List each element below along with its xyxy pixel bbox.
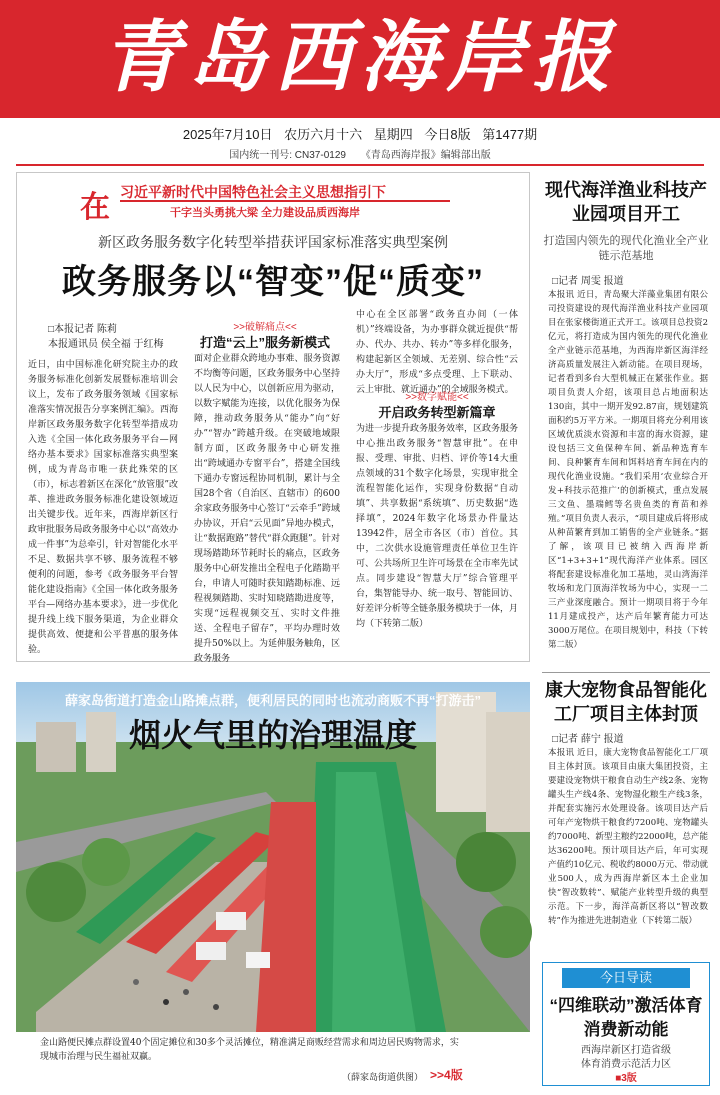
- masthead: [0, 0, 720, 118]
- banner-line2: 干字当头勇挑大梁 全力建设品质西海岸: [170, 207, 361, 219]
- subhead-2-kicker: >>数字赋能<<: [405, 392, 469, 403]
- preview-page-jump[interactable]: ■3版: [615, 1073, 637, 1084]
- subhead-2-title: 开启政务转型新篇章: [378, 405, 496, 420]
- right-story-1-body: 本报讯 近日，青岛聚大洋藻业集团有限公司投资建设的现代海洋渔业科技产业园项目在张家楼街道正式开工。该项目总投资2亿元，将打造成为国内领先的现代化渔业全产业链示范基地，为西海岸新区海洋经济高质量发展注入新动能。在项目现场，记者看到多台大型机械正在紧张作业。据项目负责人介绍，该项目总占地面积达130亩，其中一期开发92.87亩，规划建筑面积约5万平方米。一期项目将充分利用该区域优质淡水资源和丰富的海水资源，建设包括三文鱼保种车间、新品种选育车间、良种繁育车间和饵料培育车间在内的现代化渔业设施。“我们采用‘农业综合开发+科技示范推广’的创新模式，重点发展三文鱼、墨瑞鳕等名贵鱼类的育苗和养殖。”项目负责人表示，“项目建成后将形成从种苗繁育到加工销售的全产业链条。”据了解，该项目已被纳入西海岸新区“1+3+3+1”现代海洋产业体系。园区将配套建设标准化加工基地，灵山湾海洋牧场和龙门顶海洋牧场为中心，实现一二三产业深度融合。预计一期项目将于今年11月建成投产，达产后年繁育能力可达3000万尾位。在项目规划中，科技（下转第二版）: [548, 290, 708, 650]
- right-divider: [542, 672, 710, 673]
- lead-column-3b: 为进一步提升政务服务效率，区政务服务中心推出政务服务“智慧审批”。在申报、受理、审批、归档、评价等14大重点领域的31个数字化场景，实现审批全流程智能化运作，实现身份数据“自动填”、共享数据“系统填”、历史数据“选择填”，2024年数字化场景办件量达13942件，居全市各区（市）首位。其中，二次供水设施管理责任单位卫生许可、公共场所卫生许可场景在全市率先试点。同步建设“智慧大厅”综合管理平台，集智能导办、统一取号、智能回访、好差评分析等全链条服务模块于一体，月均（下转第二版）: [356, 424, 519, 629]
- photo-page-jump[interactable]: >>4版: [430, 1068, 463, 1082]
- dateline: [0, 124, 720, 143]
- lead-headline[interactable]: 政务服务以“智变”促“质变”: [62, 263, 484, 301]
- infoline: [0, 146, 720, 161]
- subhead-1-title: 打造“云上”服务新模式: [199, 335, 330, 350]
- preview-subtitle: [542, 1044, 710, 1086]
- banner-seal: 在: [80, 190, 110, 225]
- lead-column-1: 近日，由中国标准化研究院主办的政务服务标准化创新发展暨标准培训会议上，发布了政务服务领域《国家标准落实情况报告分享案例汇编》。西海岸新区政务服务数字化转型举措成功入选《全国一体化政务服务平台—网络办基本要求》国家标准落实典型案例，成为青岛市唯一获此殊荣的区（市），标志着新区在深化“放管服”改革、推进政务服务标准化建设领域迈出关键步伐。近年来，西海岸新区行政审批服务局政务服务中心以“高效办成一件事”为总牵引，针对智能化水平不足、数据共享不够、服务流程不够便利的问题，参考《政务服务平台智能化建设指南》《全国一体化政务服务平台—网络办基本要求》，进一步优化提升线上线下服务渠道，为企业群众提供高效、便捷和公平普惠的服务体验。: [28, 360, 178, 655]
- masthead-title: 青岛西海岸报: [101, 12, 618, 103]
- right-story-1-byline: □记者 周雯 报道: [552, 276, 624, 287]
- photo-caption: 金山路便民摊点群设置40个固定摊位和30多个灵活摊位，精准满足商贩经营需求和周边居民购物需求，实现城市治理与民生福祉双赢。: [40, 1038, 459, 1062]
- preview-tag: 今日导读: [562, 968, 690, 988]
- lunar-date: 农历六月十六: [284, 127, 363, 142]
- header-rule: [16, 164, 704, 166]
- photo-title[interactable]: 烟火气里的治理温度: [128, 717, 417, 753]
- lead-column-3a: 中心在全区部署“政务直办间（一体机）”终端设备，为办事群众就近提供“帮办、代办、共办、转办”等多样化服务，构建起新区全领域、无差别、综合性“云办大厅”，形成“多点受理、上下联动、云上审批、就近通办”的全域服务模式。: [356, 310, 518, 395]
- preview-subtitle-line2: 体育消费示范活力区: [581, 1059, 671, 1070]
- lead-byline: [48, 322, 164, 352]
- preview-subtitle-line1: 西海岸新区打造省级: [581, 1045, 671, 1056]
- subhead-1-kicker: >>破解痛点<<: [233, 322, 297, 333]
- lead-byline-correspondent: 本报通讯员 侯全福 于红梅: [48, 339, 164, 350]
- weekday: 星期四: [373, 127, 413, 142]
- banner-line1: 习近平新时代中国特色社会主义思想指引下: [120, 184, 386, 200]
- preview-title[interactable]: “四维联动”激活体育消费新动能: [549, 996, 703, 1039]
- photo-kicker: 薛家岛街道打造金山路摊点群，便利居民的同时也流动商贩不再“打游击”: [64, 693, 481, 708]
- date: 2025年7月10日: [182, 127, 273, 142]
- page-count: 今日8版: [424, 127, 471, 142]
- photo-credit: （薛家岛街道供图）: [342, 1072, 424, 1082]
- lead-column-2: 面对企业群众跨地办事难、服务资源不均衡等问题，区政务服务中心坚持以人民为中心，以创新应用为驱动，以数字赋能为连接，以优化服务为保障，推动政务服务从“能办”向“好办”“智办”跨越升级。在突破地域限制方面，区政务服务中心研发推出“跨域通办专窗平台”，搭建全国线下通办专窗远程协同机制，累计与全国28个省（自治区、直辖市）的600余家政务服务中心签订“云牵手”跨域办协议，开启“云见面”异地办模式，让“数据跑路”替代“群众跑腿”。针对现场踏勘环节耗时长的痛点，区政务服务中心研发推出全程电子化踏勘平台，申请人可随时获知踏勘标准、远程视频踏勘、实时知晓踏勘进度等，实现“远程视频交互、实时文件推送、全程电子留存”，平均办理时效提升50%以上。为延伸服务触角，区政务服务: [194, 354, 341, 664]
- right-story-2-byline: □记者 薛宁 报道: [552, 734, 624, 745]
- right-story-1-title[interactable]: 现代海洋渔业科技产业园项目开工: [545, 180, 707, 224]
- publication-number: 国内统一刊号: CN37-0129: [229, 150, 346, 161]
- lead-byline-reporter: □本报记者 陈莉: [48, 324, 117, 335]
- right-story-1-subtitle: 打造国内领先的现代化渔业全产业链示范基地: [543, 235, 709, 262]
- right-story-2-body: 本报讯 近日，康大宠物食品智能化工厂项目主体封顶。该项目由康大集团投资，主要建设宠物烘干粮食自动生产线2条、宠物罐头生产线4条、宠物湿化粮生产线3条，并配套实施污水处理设备。该项目达产后可年产宠物烘干粮食约7200吨、宠物罐头约7000吨、新型主粮约22000吨，总产能达36200吨。预计项目达产后，年可实现产值约10亿元、税收约8000万元、带动就业500人，成为西海岸新区本土企业加快“智改数转”、赋能产业转型升级的典型示范。下一步，海洋高新区将以“智改数转”作为推进先进制造业（下转第二版）: [548, 748, 708, 926]
- lead-kicker: 新区政务服务数字化转型举措获评国家标准落实典型案例: [98, 234, 448, 250]
- theme-banner: [80, 180, 460, 230]
- banner-stripe: [120, 200, 450, 202]
- issue-number: 第1477期: [482, 127, 538, 142]
- right-story-2-title[interactable]: 康大宠物食品智能化工厂项目主体封顶: [545, 680, 707, 724]
- publisher: 《青岛西海岸报》编辑部出版: [360, 150, 491, 161]
